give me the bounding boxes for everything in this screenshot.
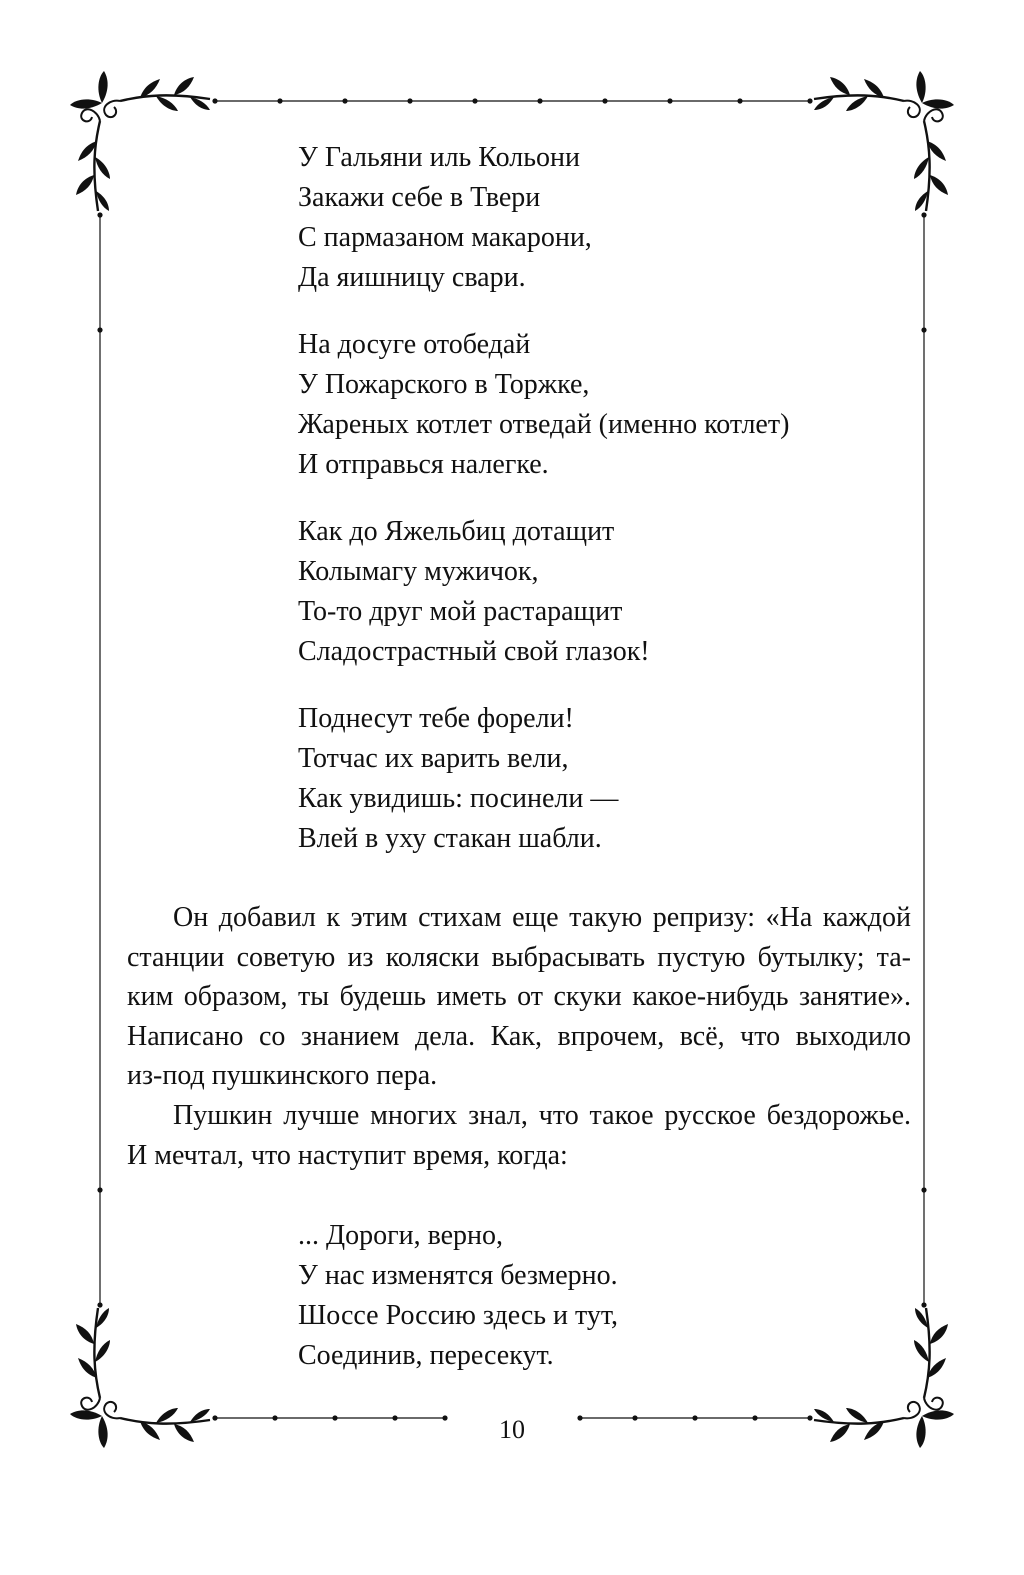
prose-line: Написано со знанием дела. Как, впрочем, всё, что выходило — [127, 1020, 911, 1052]
prose-block — [127, 898, 911, 1175]
poem1-stanza2 — [298, 325, 918, 485]
verse-line: У Гальяни иль Кольони — [298, 142, 580, 173]
verse-line: Влей в уху стакан шабли. — [298, 823, 602, 854]
verse-line: Шоссе Россию здесь и тут, — [298, 1300, 619, 1331]
leafy-vine-corner-icon — [70, 1308, 210, 1448]
verse-line: Соединив, пересекут. — [298, 1340, 554, 1371]
prose-line: станции советую из коляски выбрасывать пустую бутылку; та- — [127, 941, 911, 973]
verse-line: Поднесут тебе форели! — [298, 703, 574, 734]
poem1-stanza1 — [298, 138, 918, 298]
prose-line: ким образом, ты будешь иметь от скуки какое-нибудь занятие». — [127, 981, 911, 1013]
verse-line: Жареных котлет отведай (именно котлет) — [298, 409, 790, 440]
leafy-vine-corner-icon — [70, 71, 210, 211]
prose-line: Он добавил к этим стихам еще такую репризу: «На каждой — [173, 902, 911, 933]
verse-line: И отправься налегке. — [298, 449, 549, 480]
verse-line: То-то друг мой растаращит — [298, 596, 623, 627]
verse-line: На досуге отобедай — [298, 329, 531, 360]
prose-line: Пушкин лучше многих знал, что такое русское бездорожье. — [173, 1099, 911, 1131]
verse-line: Закажи себе в Твери — [298, 182, 541, 213]
verse-line: Да яишницу свари. — [298, 262, 526, 293]
top-border-line — [212, 98, 812, 103]
verse-line: ... Дороги, верно, — [298, 1220, 504, 1251]
verse-line: У Пожарского в Торжке, — [298, 369, 590, 400]
poem1-stanza3 — [298, 512, 918, 672]
poem2-stanza1 — [298, 1216, 918, 1376]
right-border-line — [921, 212, 926, 1307]
verse-line: С пармазаном макарони, — [298, 222, 592, 253]
prose-line: И мечтал, что наступит время, когда: — [127, 1139, 568, 1171]
left-border-line — [97, 212, 102, 1307]
verse-line: Колымагу мужичок, — [298, 556, 539, 587]
poem1-stanza4 — [298, 699, 918, 859]
verse-line: Сладострастный свой глазок! — [298, 636, 650, 667]
verse-line: У нас изменятся безмерно. — [298, 1260, 618, 1291]
verse-line: Как увидишь: посинели — — [298, 783, 619, 814]
prose-line: из-под пушкинского пера. — [127, 1060, 438, 1092]
verse-line: Как до Яжельбиц дотащит — [298, 516, 615, 547]
verse-line: Тотчас их варить вели, — [298, 743, 569, 774]
page-number: 10 — [499, 1415, 525, 1444]
